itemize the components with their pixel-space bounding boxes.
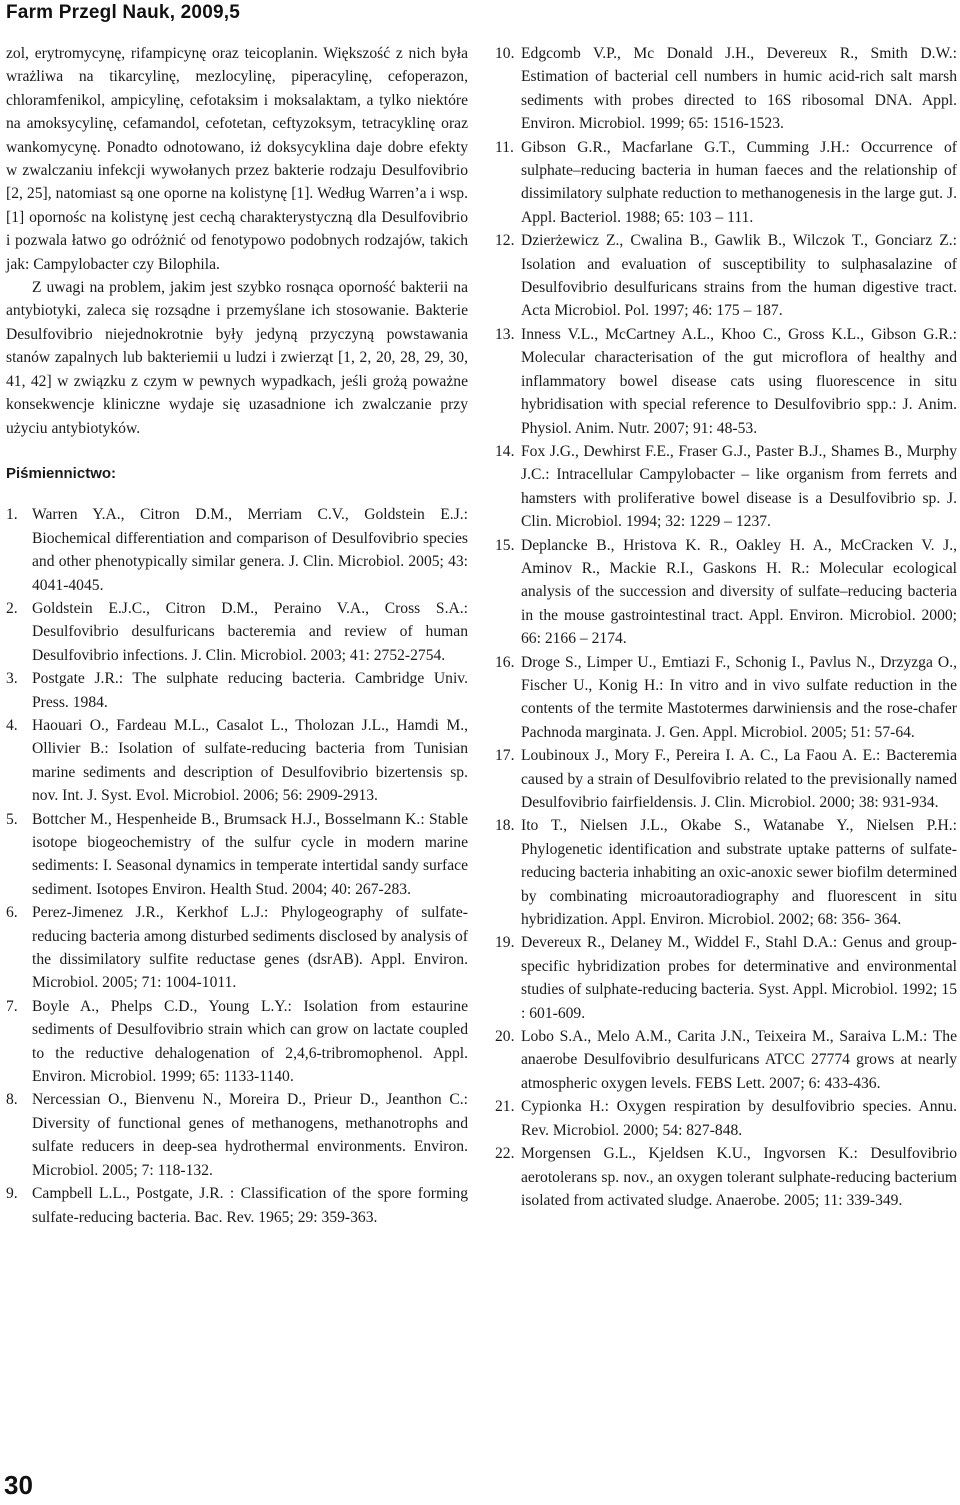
journal-header: Farm Przegl Nauk, 2009,5: [6, 2, 240, 23]
body-paragraph-1: zol, erytromycynę, rifampicynę oraz teicoplanin. Większość z nich była wrażliwa na tikarcylinę, mezlocylinę, piperacylinę, cefoperazon, chloramfenikol, ampicylinę, cefotaksim i moksalaktam, a tylko niektóre na amoksycylinę, cefamandol, cefotetan, ceftyzoksym, tetracyklinę oraz wankomycynę. Ponadto odnotowano, iż doksycyklina daje dobre efekty w zwalczaniu infekcji wywołanych przez bakterie rodzaju Desulfovibrio [2, 25], natomiast są one oporne na kolistynę [1]. Według Warren’a i wsp. [1] opornośc na kolistynę jest cechą charakterystyczną dla Desulfovibrio i pozwala łatwo go odróżnić od fenotypowo podobnych rodzajów, takich jak: Campylobacter czy Bilophila.: [6, 45, 468, 273]
page-number: 30: [4, 1470, 33, 1500]
reference-item: 14. Fox J.G., Dewhirst F.E., Fraser G.J., Paster B.J., Shames B., Murphy J.C.: Intracellular Campylobacter – like organism from ferrets and hamsters with proliferative bowel disease is a Desulfovibrio sp. J. Clin. Microbiol. 1994; 32: 1229 – 1237.: [495, 442, 957, 531]
reference-item: 3. Postgate J.R.: The sulphate reducing bacteria. Cambridge Univ. Press. 1984.: [6, 670, 468, 711]
reference-item: 13. Inness V.L., McCartney A.L., Khoo C., Gross K.L., Gibson G.R.: Molecular characterisation of the gut microflora of healthy and inflammatory bowel disease cats using fluorescence in situ hybridisation with special reference to Desulfovibrio spp.: J. Anim. Physiol. Anim. Nutr. 2007; 91: 48-53.: [495, 325, 957, 437]
reference-item: 11. Gibson G.R., Macfarlane G.T., Cumming J.H.: Occurrence of sulphate–reducing bacteria in human faeces and the relationship of dissimilatory sulphate reduction to methanogenesis in the large gut. J. Appl. Bacteriol. 1988; 65: 103 – 111.: [495, 138, 957, 226]
reference-item: 18. Ito T., Nielsen J.L., Okabe S., Watanabe Y., Nielsen P.H.: Phylogenetic identification and substrate uptake patterns of sulfate-reducing bacteria inhabiting an oxic-anoxic sewer biofilm determined by combinating microautoradiography and fluorescent in situ hybridization. Appl. Environ. Microbiol. 2002; 68: 356- 364.: [495, 817, 957, 929]
references-list-right: [495, 42, 957, 1212]
reference-item: 15. Deplancke B., Hristova K. R., Oakley H. A., McCracken V. J., Aminov R., Mackie R.I., Gaskons H. R.: Molecular ecological analysis of the succession and diversity of sulfate–reducing bacteria in the mouse gastrointestinal tract. Appl. Environ. Microbiol. 2000; 66: 2166 – 2174.: [495, 536, 957, 648]
references-list-left: [6, 503, 468, 1229]
reference-item: 22. Morgensen G.L., Kjeldsen K.U., Ingvorsen K.: Desulfovibrio aerotolerans sp. nov., an oxygen tolerant sulphate-reducing bacterium isolated from activated sludge. Anaerobe. 2005; 11: 339-349.: [495, 1145, 957, 1209]
reference-item: 1. Warren Y.A., Citron D.M., Merriam C.V., Goldstein E.J.: Biochemical differentiation and comparison of Desulfovibrio species and other phenotypically similar genera. J. Clin. Microbiol. 2005; 43: 4041-4045.: [6, 506, 468, 594]
reference-item: 10. Edgcomb V.P., Mc Donald J.H., Devereux R., Smith D.W.: Estimation of bacterial cell numbers in humic acid-rich salt marsh sediments with probes directed to 16S ribosomal DNA. Appl. Environ. Microbiol. 1999; 65: 1516-1523.: [495, 45, 957, 133]
reference-item: 17. Loubinoux J., Mory F., Pereira I. A. C., La Faou A. E.: Bacteremia caused by a strain of Desulfovibrio related to the previsionally named Desulfovibrio fairfieldensis. J. Clin. Microbiol. 2000; 38: 931-934.: [495, 747, 957, 811]
reference-item: 6. Perez-Jimenez J.R., Kerkhof L.J.: Phylogeography of sulfate-reducing bacteria among disturbed sediments disclosed by analysis of the dissimilatory sulfite reductase genes (dsrAB). Appl. Environ. Microbiol. 2005; 71: 1004-1011.: [6, 904, 468, 992]
reference-item: 20. Lobo S.A., Melo A.M., Carita J.N., Teixeira M., Saraiva L.M.: The anaerobe Desulfovibrio desulfuricans ATCC 27774 grows at nearly atmospheric oxygen levels. FEBS Lett. 2007; 6: 433-436.: [495, 1028, 957, 1092]
reference-item: 2. Goldstein E.J.C., Citron D.M., Peraino V.A., Cross S.A.: Desulfovibrio desulfuricans bacteremia and review of human Desulfovibrio infections. J. Clin. Microbiol. 2003; 41: 2752-2754.: [6, 599, 468, 664]
body-paragraph-2: Z uwagi na problem, jakim jest szybko rosnąca oporność bakterii na antybiotyki, zaleca się rozsądne i przemyślane ich stosowanie. Bakterie Desulfovibrio niejednokrotnie były jedyną przyczyną powstawania stanów zapalnych lub bakteriemii u ludzi i zwierząt [1, 2, 20, 28, 29, 30, 41, 42] w związku z czym w pewnych wypadkach, jeśli grożą poważne konsekwencje kliniczne wydaje się uzasadnione ich zwalczanie przy użyciu antybiotyków.: [6, 279, 468, 437]
reference-item: 12. Dzierżewicz Z., Cwalina B., Gawlik B., Wilczok T., Gonciarz Z.: Isolation and evaluation of susceptibility to sulphasalazine of Desulfovibrio desulfuricans strains from the human digestive tract. Acta Microbiol. Pol. 1997; 46: 175 – 187.: [495, 232, 957, 320]
reference-item: 19. Devereux R., Delaney M., Widdel F., Stahl D.A.: Genus and group-specific hybridization probes for determinative and environmental studies of sulphate-reducing bacteria. Syst. Appl. Microbiol. 1992; 15 : 601-609.: [495, 934, 957, 1022]
reference-item: 8. Nercessian O., Bienvenu N., Moreira D., Prieur D., Jeanthon C.: Diversity of functional genes of methanogens, methanotrophs and sulfate reducers in deep-sea hydrothermal environments. Environ. Microbiol. 2005; 7: 118-132.: [6, 1091, 468, 1179]
left-column: [6, 42, 468, 1229]
references-heading: Piśmiennictwo:: [6, 464, 117, 482]
reference-item: 9. Campbell L.L., Postgate, J.R. : Classification of the spore forming sulfate-reducing bacteria. Bac. Rev. 1965; 29: 359-363.: [6, 1185, 468, 1226]
reference-item: 16. Droge S., Limper U., Emtiazi F., Schonig I., Pavlus N., Drzyzga O., Fischer U., Konig H.: In vitro and in vivo sulfate reduction in the contents of the termite Mastotermes darwiniensis and the rose-chafer Pachnoda marginata. J. Gen. Appl. Microbiol. 2005; 51: 57-64.: [495, 653, 957, 741]
reference-item: 7. Boyle A., Phelps C.D., Young L.Y.: Isolation from estaurine sediments of Desulfovibrio strain which can grow on lactate coupled to the reductive dehalogenation of 2,4,6-tribromophenol. Appl. Environ. Microbiol. 1999; 65: 1133-1140.: [6, 997, 468, 1086]
reference-item: 21. Cypionka H.: Oxygen respiration by desulfovibrio species. Annu. Rev. Microbiol. 2000; 54: 827-848.: [495, 1098, 957, 1139]
reference-item: 4. Haouari O., Fardeau M.L., Casalot L., Tholozan J.L., Hamdi M., Ollivier B.: Isolation of sulfate-reducing bacteria from Tunisian marine sediments and description of Desulfovibrio bizertensis sp. nov. Int. J. Syst. Evol. Microbiol. 2006; 56: 2909-2913.: [6, 716, 468, 805]
reference-item: 5. Bottcher M., Hespenheide B., Brumsack H.J., Bosselmann K.: Stable isotope biogeochemistry of the sulfur cycle in modern marine sediments: I. Seasonal dynamics in temperate intertidal sandy surface sediment. Isotopes Environ. Health Stud. 2004; 40: 267-283.: [6, 810, 468, 898]
right-column: [495, 42, 957, 1212]
